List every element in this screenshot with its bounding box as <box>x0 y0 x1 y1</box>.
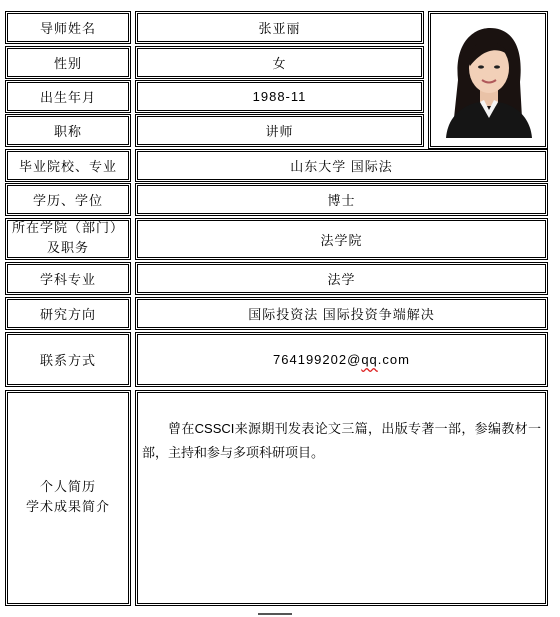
contact-value <box>135 332 548 387</box>
title-label: 职称 <box>5 114 131 147</box>
gender-label: 性别 <box>5 46 131 79</box>
bio-content <box>135 390 548 606</box>
research-label: 研究方向 <box>5 297 131 330</box>
contact-label: 联系方式 <box>5 332 131 387</box>
portrait-image <box>440 22 536 138</box>
contact-email: 764199202@qq.com <box>273 352 410 367</box>
discipline-label: 学科专业 <box>5 262 131 295</box>
dept-label: 所在学院（部门） 及职务 <box>5 218 131 260</box>
degree-value: 博士 <box>135 183 548 216</box>
degree-label: 学历、学位 <box>5 183 131 216</box>
bio-label: 个人简历 学术成果简介 <box>5 390 131 606</box>
dept-value: 法学院 <box>135 218 548 260</box>
name-label: 导师姓名 <box>5 11 131 44</box>
gender-value: 女 <box>135 46 424 79</box>
school-label: 毕业院校、专业 <box>5 149 131 182</box>
bio-text: 曾在CSSCI来源期刊发表论文三篇，出版专著一部，参编教材一部，主持和参与多项科研项目。 <box>142 421 541 460</box>
portrait-photo <box>428 11 548 149</box>
birth-value: 1988-11 <box>135 80 424 113</box>
page-footer-line <box>258 613 292 615</box>
research-value: 国际投资法 国际投资争端解决 <box>135 297 548 330</box>
name-value: 张亚丽 <box>135 11 424 44</box>
birth-label: 出生年月 <box>5 80 131 113</box>
discipline-value: 法学 <box>135 262 548 295</box>
title-value: 讲师 <box>135 114 424 147</box>
school-value: 山东大学 国际法 <box>135 149 548 182</box>
